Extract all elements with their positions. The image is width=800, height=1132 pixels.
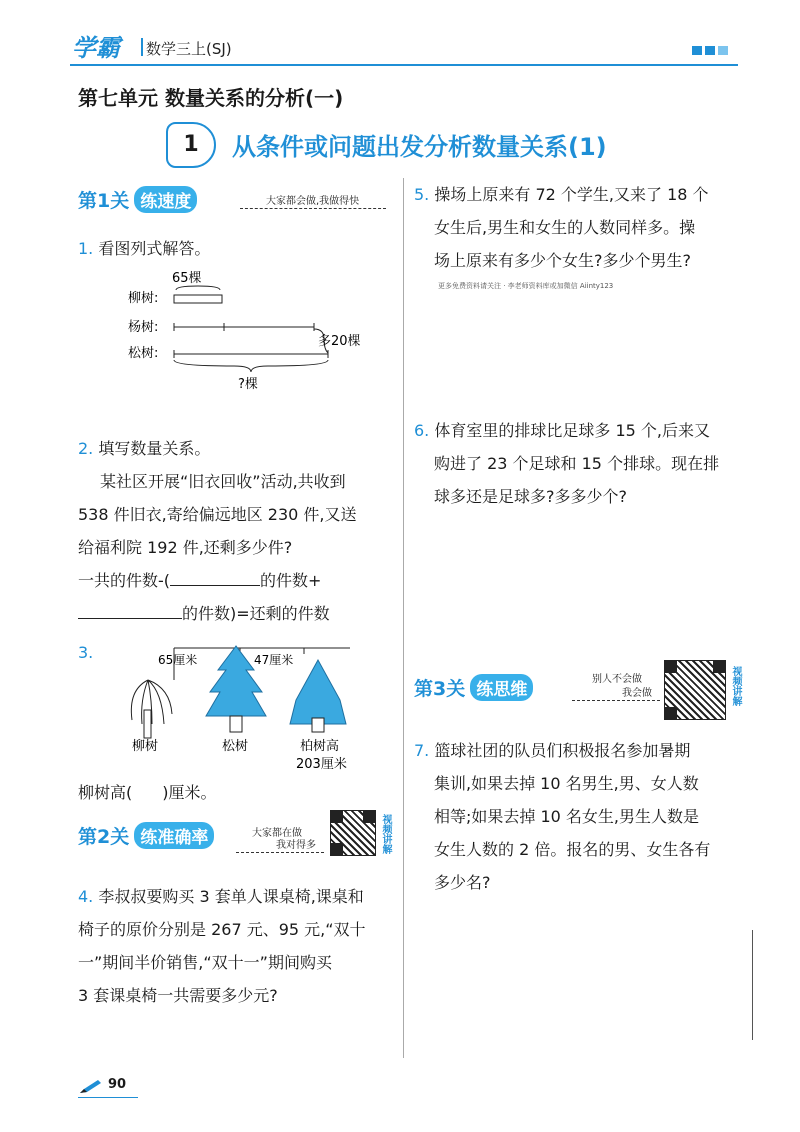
stage1-label: 第1关 xyxy=(78,190,130,212)
q7-number: 7. xyxy=(414,741,430,760)
q1-row3: 松树: xyxy=(128,346,159,361)
lesson-number: 1 xyxy=(166,122,216,168)
stage3-note1: 别人不会做 xyxy=(592,674,642,685)
stage3-pill: 练思维 xyxy=(470,674,533,701)
stage3-qr-code[interactable] xyxy=(664,660,726,720)
q2-line3: 给福利院 192 件,还剩多少件? xyxy=(78,538,293,557)
q1-top-label: 65棵 xyxy=(172,271,202,286)
stage3-note2: 我会做 xyxy=(622,688,652,699)
binding-mark xyxy=(752,930,753,1040)
q5-line3: 场上原来有多少个女生?多少个男生? xyxy=(434,251,691,270)
book-title: 数学三上(SJ) xyxy=(146,40,232,58)
header-square xyxy=(718,46,728,55)
q1 xyxy=(78,232,210,265)
cypress-tree xyxy=(290,660,346,732)
q3-t2: 松树 xyxy=(222,739,249,754)
stage2-underline xyxy=(236,852,324,853)
q2 xyxy=(78,432,398,630)
unit-title: 第七单元 数量关系的分析(一) xyxy=(78,86,344,110)
stage1-underline xyxy=(240,208,386,210)
q6-line1: 体育室里的排球比足球多 15 个,后来又 xyxy=(434,421,710,440)
q1-text: 看图列式解答。 xyxy=(98,239,211,258)
q4-line3: 一”期间半价销售,“双十一”期间购买 xyxy=(78,953,332,972)
column-divider xyxy=(403,178,404,1058)
q1-bottom-label: ?棵 xyxy=(238,377,258,392)
q3-t3: 柏树高 xyxy=(300,739,340,754)
stage3-underline xyxy=(572,700,660,701)
q4-number: 4. xyxy=(78,887,94,906)
stage1-header xyxy=(78,186,197,213)
footer-rule xyxy=(78,1097,138,1098)
q5-line1: 操场上原来有 72 个学生,又来了 18 个 xyxy=(434,185,709,204)
stage2-label: 第2关 xyxy=(78,826,130,848)
q5 xyxy=(414,178,744,277)
q7 xyxy=(414,734,744,899)
q3-answer-b: )厘米。 xyxy=(162,783,217,802)
q2-formula2 xyxy=(78,597,398,630)
q2-title: 填写数量关系。 xyxy=(98,439,211,458)
header-bar xyxy=(141,38,143,56)
q1-more: 多20棵 xyxy=(318,334,361,349)
stage2-qr-code[interactable] xyxy=(330,810,376,856)
q5-line2: 女生后,男生和女生的人数同样多。操 xyxy=(434,218,696,237)
q1-bar-liu xyxy=(174,295,222,303)
q1-bottom-brace xyxy=(174,360,328,372)
q5-watermark: 更多免费资料请关注 · 李老师资料库或加微信 Aiinty123 xyxy=(438,282,614,290)
q3-answer xyxy=(78,776,217,809)
stage2-video-label: 视频讲解 xyxy=(380,814,391,854)
stage1-pill: 练速度 xyxy=(134,186,197,213)
q1-top-brace xyxy=(176,286,220,290)
willow-tree xyxy=(131,680,172,738)
q1-diagram xyxy=(128,268,368,394)
stage3-video-label: 视频讲解 xyxy=(730,666,741,706)
q2-blank2[interactable] xyxy=(78,618,182,619)
q2-formula-a: 一共的件数-( xyxy=(78,571,171,590)
q7-line4: 女生人数的 2 倍。报名的男、女生各有 xyxy=(434,840,711,859)
q3-t1: 柳树 xyxy=(132,739,159,754)
q6 xyxy=(414,414,744,513)
q6-line2: 购进了 23 个足球和 15 个排球。现在排 xyxy=(434,454,720,473)
q2-line2: 538 件旧衣,寄给偏远地区 230 件,又送 xyxy=(78,505,357,524)
lesson-title: 从条件或问题出发分析数量关系(1) xyxy=(232,133,607,161)
header-square xyxy=(705,46,715,55)
q7-line3: 相等;如果去掉 10 名女生,男生人数是 xyxy=(434,807,700,826)
q3-answer-a: 柳树高( xyxy=(78,783,133,802)
q7-line5: 多少名? xyxy=(434,873,491,892)
q2-formula-b: 的件数+ xyxy=(260,571,322,590)
q4-line2: 椅子的原价分别是 267 元、95 元,“双十 xyxy=(78,920,366,939)
q3-d1: 65厘米 xyxy=(158,653,198,667)
q4 xyxy=(78,880,398,1012)
pencil-icon xyxy=(78,1078,104,1096)
q2-formula-c: 的件数)=还剩的件数 xyxy=(182,604,330,623)
stage3-label: 第3关 xyxy=(414,678,466,700)
stage2-note1: 大家都在做 xyxy=(252,828,302,839)
stage1-note: 大家都会做,我做得快 xyxy=(266,196,360,207)
q6-number: 6. xyxy=(414,421,430,440)
q6-line3: 球多还是足球多?多多少个? xyxy=(434,487,627,506)
q1-row1: 柳树: xyxy=(128,291,159,306)
stage2-pill: 练准确率 xyxy=(134,822,214,849)
q2-blank1[interactable] xyxy=(170,585,260,586)
q3-diagram xyxy=(118,640,378,772)
q1-number: 1. xyxy=(78,239,94,258)
stage2-note2: 我对得多 xyxy=(276,840,316,851)
q4-line1: 李叔叔要购买 3 套单人课桌椅,课桌和 xyxy=(98,887,364,906)
q5-number: 5. xyxy=(414,185,430,204)
q2-formula1 xyxy=(78,564,398,597)
stage3-header xyxy=(414,674,533,701)
brand-logo: 学霸 xyxy=(72,34,120,62)
q3-t3b: 203厘米 xyxy=(296,757,347,772)
q1-row2: 杨树: xyxy=(128,320,159,335)
q2-number: 2. xyxy=(78,439,94,458)
q2-line1: 某社区开展“旧衣回收”活动,共收到 xyxy=(100,472,346,491)
q4-line4: 3 套课桌椅一共需要多少元? xyxy=(78,986,278,1005)
q3-number: 3. xyxy=(78,643,94,662)
page-number: 90 xyxy=(108,1077,127,1092)
header-rule xyxy=(70,64,738,66)
q7-line2: 集训,如果去掉 10 名男生,男、女人数 xyxy=(434,774,699,793)
q7-line1: 篮球社团的队员们积极报名参加暑期 xyxy=(434,741,691,760)
q3-d2: 47厘米 xyxy=(254,653,294,667)
header-square xyxy=(692,46,702,55)
stage2-header xyxy=(78,822,214,849)
